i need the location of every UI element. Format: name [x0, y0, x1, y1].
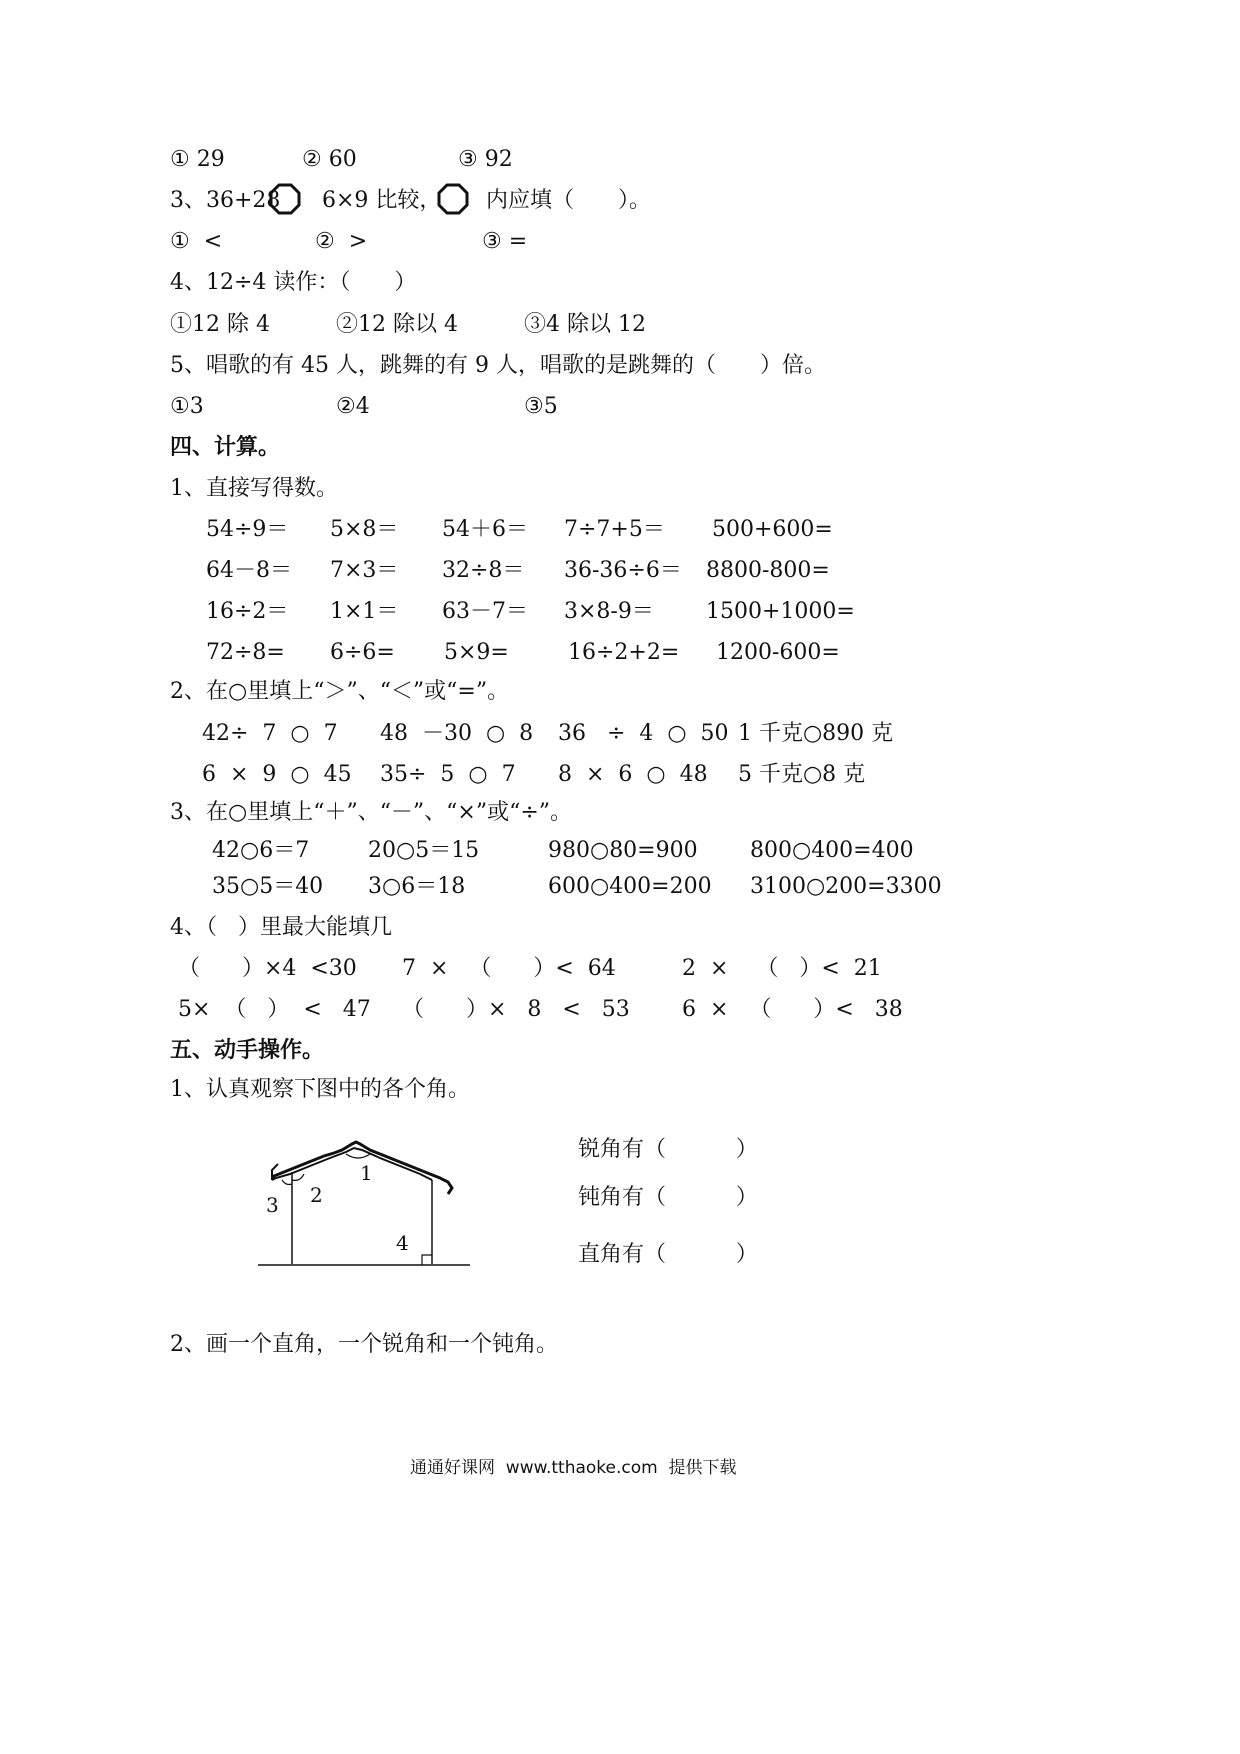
q5-option-1: ①3 — [170, 394, 204, 419]
answer-right: 直角有（ ） — [578, 1242, 758, 1267]
q4-option-1: ①12 除 4 — [170, 312, 270, 337]
calc1-cell: 5×8＝ — [330, 517, 399, 542]
calc1-cell: 1200-600= — [716, 640, 840, 665]
calc2-cell: 48 －30 ○ 8 — [380, 721, 534, 746]
q4-option-2: ②12 除以 4 — [336, 312, 458, 337]
calc1-cell: 64－8＝ — [206, 558, 292, 583]
section-heading-calc: 四、计算。 — [170, 435, 281, 460]
calc2-cell: 5 千克○8 克 — [738, 762, 866, 787]
calc2-cell: 1 千克○890 克 — [738, 721, 894, 746]
calc3-cell: 42○6＝7 — [212, 838, 310, 863]
calc1-cell: 8800-800= — [706, 558, 830, 583]
q4-question: 4、12÷4 读作：（ ） — [170, 270, 417, 295]
calc1-cell: 7×3＝ — [330, 558, 399, 583]
calc3-cell: 600○400=200 — [548, 874, 712, 899]
q3-text-part3: 内应填（ ）。 — [486, 188, 652, 213]
q2-option-2: ② 60 — [302, 147, 357, 172]
q3-option-3: ③ = — [482, 229, 528, 254]
calc2-cell: 6 × 9 ○ 45 — [202, 762, 352, 787]
calc1-cell: 63－7＝ — [442, 599, 528, 624]
page-footer: 通通好课网 www.tthaoke.com 提供下载 — [410, 1458, 737, 1478]
q3-text-part2: 6×9 比较， — [322, 188, 442, 213]
calc4-title: 4、（ ）里最大能填几 — [170, 915, 392, 940]
octagon-icon — [270, 184, 300, 214]
calc4-cell: 2 × （ ）< 21 — [682, 956, 882, 981]
q3-option-1: ① < — [170, 229, 223, 254]
angle-label-4: 4 — [396, 1231, 409, 1255]
calc2-cell: 36 ÷ 4 ○ 50 — [558, 721, 729, 746]
calc4-cell: 5× （ ） < 47 — [178, 997, 371, 1022]
calc1-cell: 16÷2＝ — [206, 599, 289, 624]
op2-title: 2、画一个直角，一个锐角和一个钝角。 — [170, 1332, 558, 1357]
angle-label-1: 1 — [360, 1161, 373, 1185]
calc1-cell: 5×9= — [444, 640, 509, 665]
calc3-cell: 800○400=400 — [750, 838, 914, 863]
calc3-title: 3、在○里填上“＋”、“－”、“×”或“÷”。 — [170, 800, 573, 825]
calc1-cell: 500+600= — [712, 517, 833, 542]
q2-option-1: ① 29 — [170, 147, 225, 172]
calc4-cell: （ ）× 8 < 53 — [402, 997, 630, 1022]
calc1-cell: 54＋6＝ — [442, 517, 528, 542]
calc3-cell: 20○5＝15 — [368, 838, 480, 863]
calc3-cell: 3100○200=3300 — [750, 874, 942, 899]
calc1-cell: 6÷6= — [330, 640, 395, 665]
section-heading-operation: 五、动手操作。 — [170, 1038, 325, 1063]
answer-acute: 锐角有（ ） — [578, 1137, 758, 1162]
calc1-cell: 54÷9＝ — [206, 517, 289, 542]
calc4-cell: 7 × （ ）< 64 — [402, 956, 616, 981]
calc2-title: 2、在○里填上“＞”、“＜”或“=”。 — [170, 679, 510, 704]
calc1-cell: 1500+1000= — [706, 599, 855, 624]
calc1-cell: 1×1＝ — [330, 599, 399, 624]
calc1-cell: 7÷7+5＝ — [564, 517, 665, 542]
q3-text-part1: 3、36+28 — [170, 188, 281, 213]
calc1-cell: 16÷2+2= — [568, 640, 680, 665]
calc3-cell: 35○5＝40 — [212, 874, 324, 899]
calc1-cell: 36-36÷6＝ — [564, 558, 682, 583]
q4-option-3: ③4 除以 12 — [524, 312, 646, 337]
calc1-cell: 32÷8＝ — [442, 558, 525, 583]
calc4-cell: （ ）×4 <30 — [178, 956, 357, 981]
q5-option-3: ③5 — [524, 394, 558, 419]
calc3-cell: 980○80=900 — [548, 838, 698, 863]
q5-question: 5、唱歌的有 45 人，跳舞的有 9 人，唱歌的是跳舞的（ ）倍。 — [170, 353, 826, 378]
calc2-cell: 35÷ 5 ○ 7 — [380, 762, 516, 787]
calc1-cell: 3×8-9＝ — [564, 599, 654, 624]
q5-option-2: ②4 — [336, 394, 370, 419]
calc1-cell: 72÷8= — [206, 640, 285, 665]
calc2-cell: 42÷ 7 ○ 7 — [202, 721, 338, 746]
house-angles-figure — [266, 1128, 540, 1308]
q3-option-2: ② > — [315, 229, 368, 254]
calc4-cell: 6 × （ ）< 38 — [682, 997, 903, 1022]
angle-label-2: 2 — [310, 1183, 323, 1207]
calc1-title: 1、直接写得数。 — [170, 476, 338, 501]
angle-label-3: 3 — [266, 1193, 279, 1217]
calc2-cell: 8 × 6 ○ 48 — [558, 762, 708, 787]
answer-obtuse: 钝角有（ ） — [578, 1185, 758, 1210]
calc3-cell: 3○6＝18 — [368, 874, 466, 899]
octagon-icon — [438, 184, 468, 214]
op1-title: 1、认真观察下图中的各个角。 — [170, 1077, 470, 1102]
q2-option-3: ③ 92 — [458, 147, 513, 172]
